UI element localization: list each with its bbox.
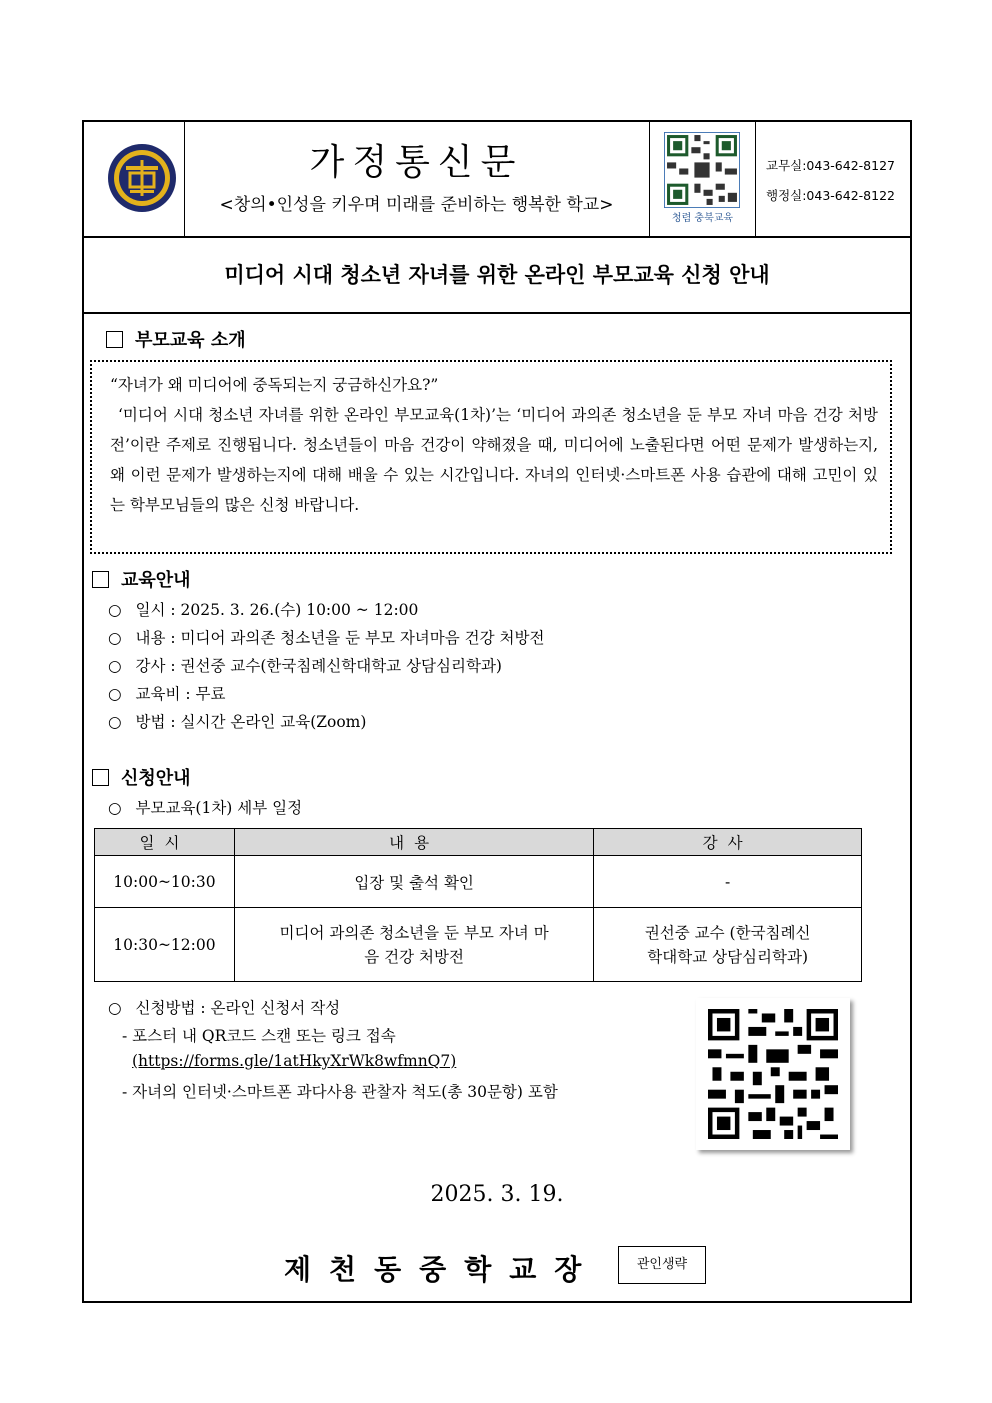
table-cell-time: 10:30~12:00 (95, 908, 235, 982)
table-header-row (95, 829, 862, 856)
table-cell-time: 10:00~10:30 (95, 856, 235, 908)
education-item-date: ○ 일시 : 2025. 3. 26.(수) 10:00 ~ 12:00 (108, 601, 419, 619)
contact-cell (754, 122, 910, 236)
application-heading (92, 764, 191, 790)
intro-body: ‘미디어 시대 청소년 자녀를 위한 온라인 부모교육(1차)’는 ‘미디어 과의존 청소년을 둔 부모 자녀 마음 건강 처방전’이란 주제로 진행됩니다. 청소년들이 마음 건강이 약해졌을 때, 미디어에 노출된다면 어떤 문제가 발생하는지, 왜 이런 문제가 발생하는지에 대해 배울 수 있는 시간입니다. 자녀의 인터넷·스마트폰 사용 습관에 대해 고민이 있는 학부모님들의 많은 신청 바랍니다. (110, 406, 878, 514)
application-heading-label: 신청안내 (121, 768, 191, 789)
integrity-qr-code-icon[interactable] (664, 132, 740, 208)
checkbox-square-icon (92, 571, 109, 588)
checkbox-square-icon (106, 331, 123, 348)
intro-heading-label: 부모교육 소개 (135, 330, 246, 351)
principal-signature: 제천동중학교장 (284, 1253, 600, 1286)
table-row (95, 908, 862, 982)
schedule-label: ○ 부모교육(1차) 세부 일정 (108, 799, 303, 817)
column-header-content: 내용 (234, 829, 593, 856)
application-method: ○ 신청방법 : 온라인 신청서 작성 (108, 999, 341, 1017)
academic-office-phone: 교무실:043-642-8127 (766, 158, 895, 173)
education-item-content: ○ 내용 : 미디어 과의존 청소년을 둔 부모 자녀마음 건강 처방전 (108, 629, 545, 647)
application-form-link[interactable]: (https://forms.gle/1atHkyXrWk8wfmnQ7) (132, 1052, 457, 1070)
intro-question: “자녀가 왜 미디어에 중독되는지 궁금하신가요?” (110, 376, 439, 394)
intro-box (90, 360, 892, 554)
integrity-caption: 청렴 충북교육 (671, 213, 734, 224)
checkbox-square-icon (92, 769, 109, 786)
integrity-qr-cell (649, 122, 756, 236)
title-cell (184, 122, 649, 236)
seal-omitted-stamp: 관인생략 (618, 1246, 706, 1284)
document-title: 미디어 시대 청소년 자녀를 위한 온라인 부모교육 신청 안내 (84, 238, 910, 314)
column-header-time: 일시 (95, 829, 235, 856)
table-cell-content: 입장 및 출석 확인 (234, 856, 593, 908)
education-item-fee: ○ 교육비 : 무료 (108, 685, 226, 703)
column-header-lecturer: 강사 (594, 829, 862, 856)
header (84, 122, 910, 238)
school-motto: <창의•인성을 키우며 미래를 준비하는 행복한 학교> (219, 195, 614, 215)
education-item-lecturer: ○ 강사 : 권선중 교수(한국침례신학대학교 상담심리학과) (108, 657, 502, 675)
table-row (95, 856, 862, 908)
issue-date: 2025. 3. 19. (430, 1182, 564, 1207)
application-qr-box (696, 998, 850, 1150)
school-emblem-icon (106, 142, 178, 214)
intro-heading (106, 326, 246, 352)
education-heading (92, 566, 191, 592)
application-step-scale: - 자녀의 인터넷·스마트폰 과다사용 관찰자 척도(총 30문항) 포함 (122, 1083, 558, 1101)
table-cell-lecturer: - (594, 856, 862, 908)
table-cell-content: 미디어 과의존 청소년을 둔 부모 자녀 마음 건강 처방전 (234, 908, 593, 982)
schedule-table (94, 828, 862, 982)
education-heading-label: 교육안내 (121, 570, 191, 591)
document-frame (82, 120, 912, 1303)
admin-office-phone: 행정실:043-642-8122 (766, 188, 895, 203)
page-title: 가정통신문 (309, 142, 524, 183)
logo-cell (84, 122, 185, 236)
application-step-qr: - 포스터 내 QR코드 스캔 또는 링크 접속 (122, 1027, 396, 1045)
application-qr-code-icon[interactable] (708, 1009, 838, 1139)
education-item-method: ○ 방법 : 실시간 온라인 교육(Zoom) (108, 713, 367, 731)
table-cell-lecturer: 권선중 교수 (한국침례신학대학교 상담심리학과) (594, 908, 862, 982)
